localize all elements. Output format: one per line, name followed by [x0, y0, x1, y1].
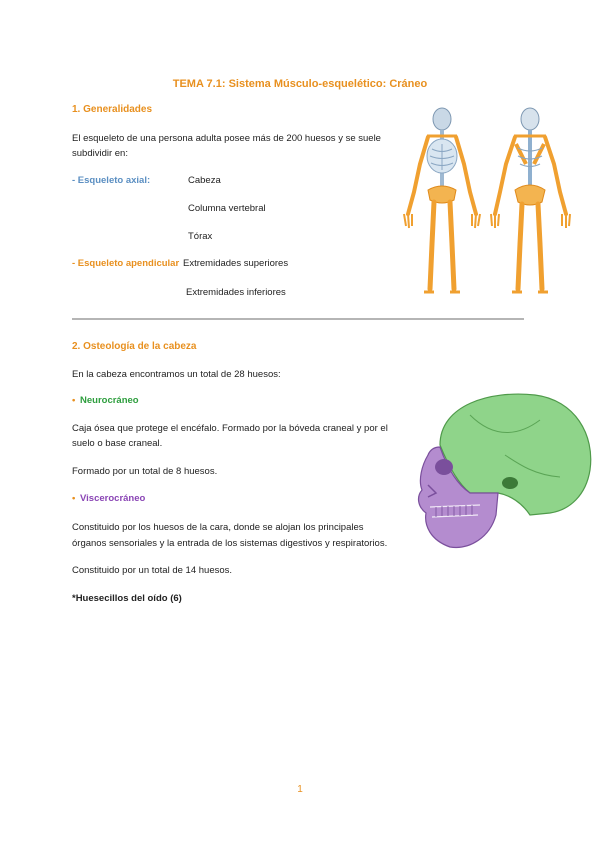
skeleton-illustration: [400, 104, 580, 304]
neurocraneo-total: Formado por un total de 8 huesos.: [72, 466, 218, 477]
intro-text-line1: El esqueleto de una persona adulta posee más de 200 huesos y se suele: [72, 133, 381, 144]
neurocraneo-desc-line1: Caja ósea que protege el encéfalo. Formado por la bóveda craneal y por el: [72, 423, 388, 434]
viscerocraneo-desc-line1: Constituido por los huesos de la cara, donde se alojan los principales: [72, 522, 364, 533]
page-title: TEMA 7.1: Sistema Músculo-esquelético: Cráneo: [172, 78, 428, 90]
appendicular-skeleton-label: - Esqueleto apendicular: [72, 258, 180, 269]
ossicles-note: *Huesecillos del oído (6): [72, 593, 182, 604]
appendicular-item-inferiores: Extremidades inferiores: [186, 287, 286, 298]
viscerocraneo-desc-line2: órganos sensoriales y la entrada de los sistemas digestivos y respiratorios.: [72, 538, 388, 549]
section-heading-generalidades: 1. Generalidades: [72, 104, 153, 115]
axial-skeleton-label: - Esqueleto axial:: [72, 175, 151, 186]
head-bones-intro: En la cabeza encontramos un total de 28 huesos:: [72, 369, 281, 380]
neurocraneo-label: Neurocráneo: [80, 395, 139, 406]
neurocraneo-desc-line2: suelo o base craneal.: [72, 438, 163, 449]
axial-item-torax: Tórax: [188, 231, 213, 242]
skeleton-front-figure: [404, 108, 480, 292]
page-number: 1: [297, 784, 303, 795]
axial-item-columna: Columna vertebral: [188, 203, 266, 214]
skeleton-back-figure: [491, 108, 570, 292]
viscerocraneo-total: Constituido por un total de 14 huesos.: [72, 565, 233, 576]
section-divider: [72, 318, 524, 320]
axial-item-cabeza: Cabeza: [188, 175, 221, 186]
appendicular-item-superiores: Extremidades superiores: [183, 258, 289, 269]
bullet-icon: •: [72, 395, 76, 406]
skull-illustration: [410, 385, 595, 555]
viscerocraneo-label: Viscerocráneo: [80, 493, 146, 504]
bullet-icon: •: [72, 493, 76, 504]
section-heading-osteologia: 2. Osteología de la cabeza: [72, 341, 197, 352]
intro-text-line2: subdividir en:: [72, 148, 128, 159]
